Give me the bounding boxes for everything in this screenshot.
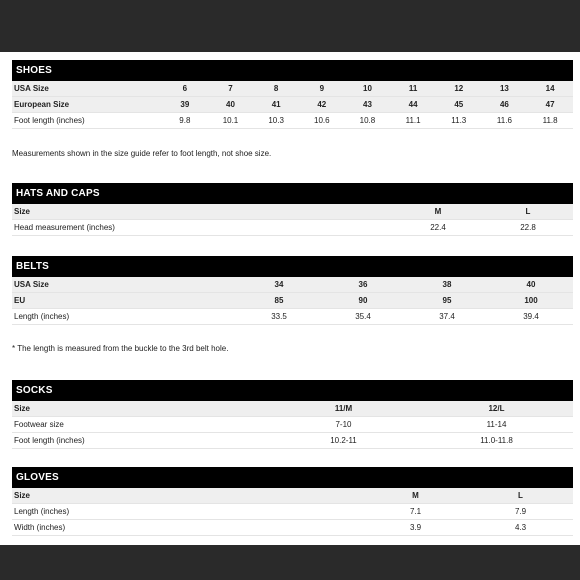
cell: 10: [345, 81, 391, 97]
cell: 7.9: [468, 504, 573, 520]
cell: 100: [489, 293, 573, 309]
row-label: Length (inches): [12, 504, 363, 520]
cell: 12: [436, 81, 482, 97]
cell: 10.8: [345, 113, 391, 129]
cell: 11.6: [482, 113, 528, 129]
row-label: Size: [12, 488, 363, 504]
cell: 42: [299, 97, 345, 113]
size-guide-page: [0, 52, 580, 545]
cell: M: [393, 204, 483, 220]
table-row: [12, 97, 573, 113]
table-row: [12, 488, 573, 504]
gloves-table: [12, 488, 573, 536]
belts-table: [12, 277, 573, 325]
socks-header: SOCKS: [12, 380, 573, 401]
gloves-header: GLOVES: [12, 467, 573, 488]
row-label: Foot length (inches): [12, 433, 267, 449]
bottom-dark-bar: [0, 545, 580, 580]
row-label: EU: [12, 293, 237, 309]
cell: 11.3: [436, 113, 482, 129]
cell: M: [363, 488, 468, 504]
cell: 34: [237, 277, 321, 293]
cell: 12/L: [420, 401, 573, 417]
cell: 40: [208, 97, 254, 113]
shoes-note: Measurements shown in the size guide refer to foot length, not shoe size.: [12, 149, 272, 158]
table-row: [12, 277, 573, 293]
cell: 9: [299, 81, 345, 97]
row-label: USA Size: [12, 277, 237, 293]
row-label: Width (inches): [12, 520, 363, 536]
cell: 22.8: [483, 220, 573, 236]
hats-table: [12, 204, 573, 236]
cell: 33.5: [237, 309, 321, 325]
cell: 6: [162, 81, 208, 97]
cell: 95: [405, 293, 489, 309]
top-dark-bar: [0, 0, 580, 52]
cell: 10.1: [208, 113, 254, 129]
cell: 13: [482, 81, 528, 97]
shoes-header: SHOES: [12, 60, 573, 81]
cell: 7-10: [267, 417, 420, 433]
belts-note: * The length is measured from the buckle to the 3rd belt hole.: [12, 344, 229, 353]
cell: 90: [321, 293, 405, 309]
socks-section: [12, 380, 573, 449]
shoes-section: [12, 60, 573, 129]
row-label: European Size: [12, 97, 162, 113]
cell: 7.1: [363, 504, 468, 520]
cell: 47: [527, 97, 573, 113]
cell: 11.8: [527, 113, 573, 129]
cell: 38: [405, 277, 489, 293]
row-label: Length (inches): [12, 309, 237, 325]
cell: 10.6: [299, 113, 345, 129]
cell: 9.8: [162, 113, 208, 129]
cell: 11.1: [390, 113, 436, 129]
cell: 46: [482, 97, 528, 113]
belts-header: BELTS: [12, 256, 573, 277]
table-row: [12, 81, 573, 97]
table-row: [12, 417, 573, 433]
cell: 11: [390, 81, 436, 97]
table-row: [12, 220, 573, 236]
cell: 14: [527, 81, 573, 97]
cell: 39: [162, 97, 208, 113]
cell: 3.9: [363, 520, 468, 536]
cell: 44: [390, 97, 436, 113]
table-row: [12, 204, 573, 220]
row-label: USA Size: [12, 81, 162, 97]
cell: L: [468, 488, 573, 504]
cell: 22.4: [393, 220, 483, 236]
cell: 37.4: [405, 309, 489, 325]
table-row: [12, 113, 573, 129]
cell: 85: [237, 293, 321, 309]
table-row: [12, 520, 573, 536]
row-label: Size: [12, 401, 267, 417]
cell: 39.4: [489, 309, 573, 325]
table-row: [12, 433, 573, 449]
cell: 10.2-11: [267, 433, 420, 449]
row-label: Foot length (inches): [12, 113, 162, 129]
cell: 40: [489, 277, 573, 293]
cell: 4.3: [468, 520, 573, 536]
cell: 8: [253, 81, 299, 97]
gloves-section: [12, 467, 573, 536]
table-row: [12, 309, 573, 325]
row-label: Size: [12, 204, 393, 220]
cell: 10.3: [253, 113, 299, 129]
row-label: Head measurement (inches): [12, 220, 393, 236]
shoes-table: [12, 81, 573, 129]
socks-table: [12, 401, 573, 449]
cell: 7: [208, 81, 254, 97]
cell: 11-14: [420, 417, 573, 433]
table-row: [12, 401, 573, 417]
hats-header: HATS AND CAPS: [12, 183, 573, 204]
cell: 11/M: [267, 401, 420, 417]
cell: 35.4: [321, 309, 405, 325]
cell: L: [483, 204, 573, 220]
cell: 11.0-11.8: [420, 433, 573, 449]
hats-section: [12, 183, 573, 236]
cell: 36: [321, 277, 405, 293]
table-row: [12, 504, 573, 520]
row-label: Footwear size: [12, 417, 267, 433]
cell: 41: [253, 97, 299, 113]
belts-section: [12, 256, 573, 325]
table-row: [12, 293, 573, 309]
cell: 45: [436, 97, 482, 113]
cell: 43: [345, 97, 391, 113]
